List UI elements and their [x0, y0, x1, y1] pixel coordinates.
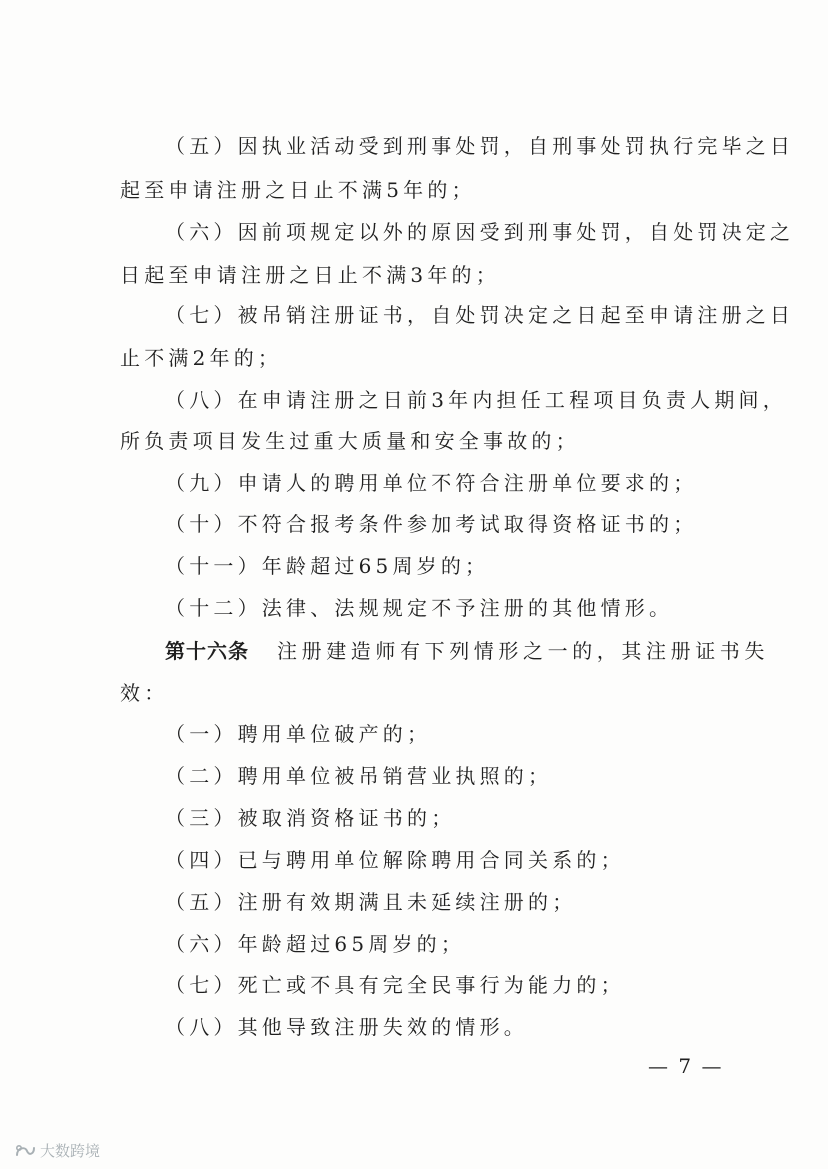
list-item: （三）被取消资格证书的； — [165, 806, 456, 830]
paragraph-line: （十）不符合报考条件参加考试取得资格证书的； — [165, 512, 698, 536]
page-number: — 7 — — [648, 1054, 724, 1078]
article-text: 注册建造师有下列情形之一的，其注册证书失 — [277, 639, 769, 663]
article-label: 第十六条 — [165, 639, 249, 663]
paragraph-line: （十一）年龄超过65周岁的； — [165, 554, 490, 578]
paragraph-line: 效： — [120, 681, 169, 705]
list-item: （四）已与聘用单位解除聘用合同关系的； — [165, 848, 625, 872]
paragraph-line: （六）因前项规定以外的原因受到刑事处罚，自处罚决定之 — [165, 220, 795, 244]
list-item: （五）注册有效期满且未延续注册的； — [165, 890, 577, 914]
watermark — [14, 1140, 100, 1161]
watermark-logo-icon — [14, 1143, 36, 1159]
list-item: （六）年龄超过65周岁的； — [165, 932, 466, 956]
paragraph-line: （九）申请人的聘用单位不符合注册单位要求的； — [165, 471, 698, 495]
paragraph-line: （七）被吊销注册证书，自处罚决定之日起至申请注册之日 — [165, 303, 795, 327]
article-heading-line — [165, 637, 769, 665]
paragraph-line: 所负责项目发生过重大质量和安全事故的； — [120, 429, 580, 453]
paragraph-line: （八）在申请注册之日前3年内担任工程项目负责人期间， — [165, 388, 787, 412]
list-item: （二）聘用单位被吊销营业执照的； — [165, 764, 553, 788]
list-item: （八）其他导致注册失效的情形。 — [165, 1015, 528, 1039]
paragraph-line: 止不满2年的； — [120, 346, 283, 370]
paragraph-line: 起至申请注册之日止不满5年的； — [120, 178, 476, 202]
paragraph-line: （五）因执业活动受到刑事处罚，自刑事处罚执行完毕之日 — [165, 134, 795, 158]
paragraph-line: 日起至申请注册之日止不满3年的； — [120, 263, 500, 287]
list-item: （七）死亡或不具有完全民事行为能力的； — [165, 973, 625, 997]
paragraph-line: （十二）法律、法规规定不予注册的其他情形。 — [165, 596, 674, 620]
watermark-text: 大数跨境 — [40, 1142, 101, 1160]
list-item: （一）聘用单位破产的； — [165, 722, 432, 746]
